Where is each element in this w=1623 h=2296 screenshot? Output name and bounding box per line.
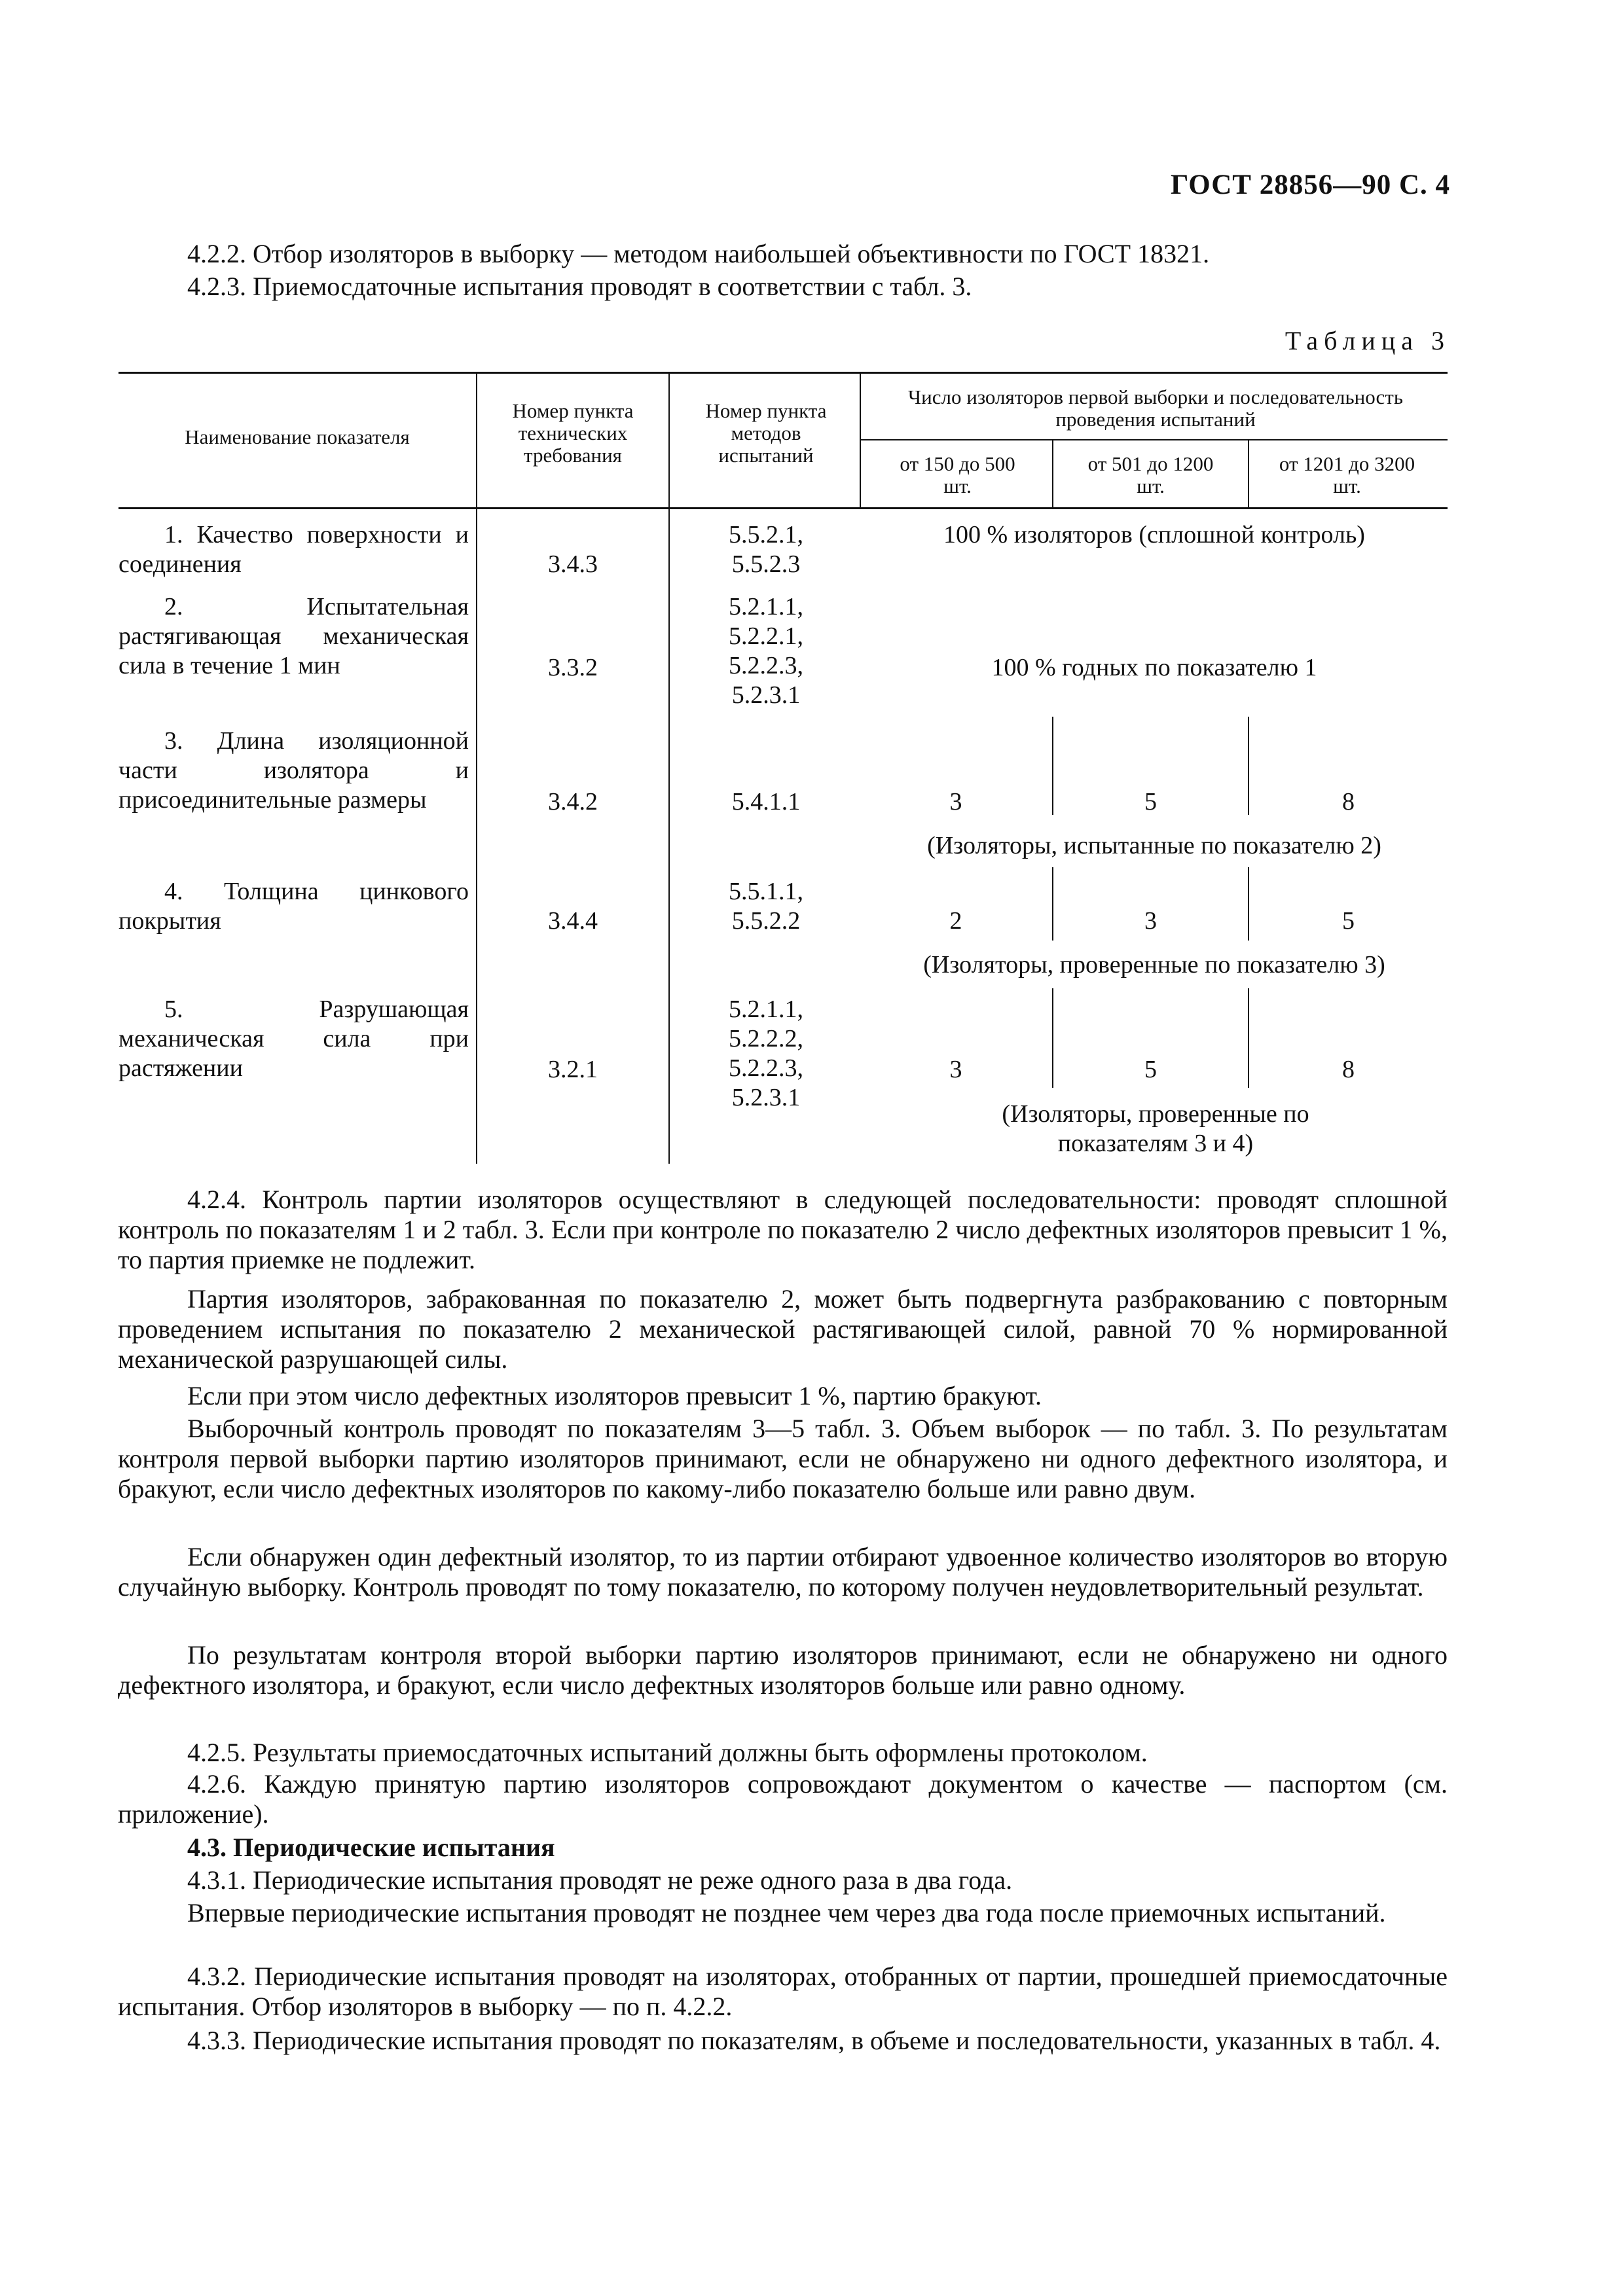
table-row-3-req: 3.4.2 — [548, 788, 598, 816]
paragraph: Партия изоляторов, забракованная по показателю 2, может быть подвергнута разбракованию с повторным проведением испытания по показателю 2 механической растягивающей силой, равной 70 % нормированной механической разрушающей силы. — [118, 1284, 1448, 1374]
table-col-divider — [860, 372, 861, 509]
table-row-3-v3: 8 — [1342, 788, 1355, 816]
paragraph: Если обнаружен один дефектный изолятор, то из партии отбирают удвоенное количество изоляторов во вторую случайную выборку. Контроль проводят по тому показателю, по которому получен неудовлетворительный результат. — [118, 1542, 1448, 1602]
table-row-4-note: (Изоляторы, проверенные по показателю 3) — [923, 951, 1385, 978]
clause-4-2-3: 4.2.3. Приемосдаточные испытания проводят в соответствии с табл. 3. — [187, 272, 972, 301]
clause-4-2-6: 4.2.6. Каждую принятую партию изоляторов сопровождают документом о качестве — паспортом (см. приложение). — [118, 1769, 1448, 1829]
table-group-divider — [860, 439, 1448, 440]
paragraph: По результатам контроля второй выборки партию изоляторов принимают, если не обнаружено ни одного дефектного изолятора, и бракуют, если число дефектных изоляторов больше или равно одному. — [118, 1640, 1448, 1700]
table-row-2-span: 100 % годных по показателю 1 — [991, 654, 1317, 681]
table-col-divider — [476, 372, 477, 1164]
clause-4-3-1: 4.3.1. Периодические испытания проводят не реже одного раза в два года. — [187, 1865, 1013, 1895]
paragraph: Если при этом число дефектных изоляторов превысит 1 %, партию бракуют. — [187, 1381, 1042, 1410]
table-row-5-name: 5. Разрушающая механическая сила при растяжении — [119, 996, 469, 1082]
table-row-5-note: (Изоляторы, проверенные по показателям 3 и 4) — [1002, 1100, 1309, 1157]
clause-4-3-2: 4.3.2. Периодические испытания проводят на изоляторах, отобранных от партии, прошедшей приемосдаточные испытания. Отбор изоляторов в выборку — по п. 4.2.2. — [118, 1962, 1448, 2021]
th-group: Число изоляторов первой выборки и последовательность проведения испытаний — [908, 386, 1403, 431]
clause-4-2-5: 4.2.5. Результаты приемосдаточных испытаний должны быть оформлены протоколом. — [187, 1738, 1148, 1767]
th-col3: от 1201 до 3200 шт. — [1279, 452, 1415, 497]
table-row-2-name: 2. Испытательная растягивающая механическая сила в течение 1 мин — [119, 593, 469, 679]
table-row-1-name: 1. Качество поверхности и соединения — [119, 521, 469, 578]
table-col-divider — [1052, 439, 1053, 509]
table-row-4-v3: 5 — [1342, 907, 1355, 935]
table-row-4-req: 3.4.4 — [548, 907, 598, 935]
page-header: ГОСТ 28856—90 С. 4 — [1170, 170, 1450, 200]
table-row-3-method: 5.4.1.1 — [731, 788, 801, 816]
table-row-1-req: 3.4.3 — [548, 550, 598, 578]
section-heading-4-3: 4.3. Периодические испытания — [187, 1833, 555, 1862]
table-col-divider — [668, 372, 670, 1164]
table-caption: Таблица 3 — [1285, 326, 1450, 355]
table-row-5-v1: 3 — [949, 1056, 962, 1083]
clause-4-3-3: 4.3.3. Периодические испытания проводят по показателям, в объеме и последовательности, указанных в табл. 4. — [187, 2026, 1441, 2055]
table-col-divider — [1248, 439, 1249, 509]
table-row-4-v2: 3 — [1144, 907, 1157, 935]
table-row-5-v3: 8 — [1342, 1056, 1355, 1083]
table-row-1-method: 5.5.2.1, 5.5.2.3 — [729, 521, 803, 578]
table-row-3-v1: 3 — [949, 788, 962, 816]
paragraph: Впервые периодические испытания проводят не позднее чем через два года после приемочных испытаний. — [187, 1898, 1386, 1928]
table-top-border — [119, 372, 1448, 374]
th-methods: Номер пункта методов испытаний — [705, 399, 827, 467]
table-row-5-method: 5.2.1.1, 5.2.2.2, 5.2.2.3, 5.2.3.1 — [729, 996, 803, 1111]
table-row-2-method: 5.2.1.1, 5.2.2.1, 5.2.2.3, 5.2.3.1 — [729, 593, 803, 709]
paragraph: Выборочный контроль проводят по показателям 3—5 табл. 3. Объем выборок — по табл. 3. По результатам контроля первой выборки партию изоляторов принимают, если не обнаружено ни одного дефектного изолятора, и бракуют, если число дефектных изоляторов по какому-либо показателю больше или равно двум. — [118, 1414, 1448, 1503]
table-row-4-method: 5.5.1.1, 5.5.2.2 — [729, 878, 803, 935]
clause-4-2-2: 4.2.2. Отбор изоляторов в выборку — методом наибольшей объективности по ГОСТ 18321. — [187, 239, 1210, 268]
table-row-3-name: 3. Длина изоляционной части изолятора и присоединительные размеры — [119, 727, 469, 814]
table-row-4-name: 4. Толщина цинкового покрытия — [119, 878, 469, 935]
table-row-5-req: 3.2.1 — [548, 1056, 598, 1083]
table-row-2-req: 3.3.2 — [548, 654, 598, 681]
clause-4-2-4: 4.2.4. Контроль партии изоляторов осуществляют в следующей последовательности: проводят сплошной контроль по показателям 1 и 2 табл. 3. Если при контроле по показателю 2 число дефектных изоляторов превысит 1 %, то партия приемке не подлежит. — [118, 1185, 1448, 1274]
table-row-3-v2: 5 — [1144, 788, 1157, 816]
th-name: Наименование показателя — [185, 425, 410, 448]
th-col1: от 150 до 500 шт. — [900, 452, 1015, 497]
table-row-5-v2: 5 — [1144, 1056, 1157, 1083]
table-row-4-v1: 2 — [949, 907, 962, 935]
th-col2: от 501 до 1200 шт. — [1087, 452, 1214, 497]
table-row-3-note: (Изоляторы, испытанные по показателю 2) — [927, 832, 1381, 859]
th-requirements: Номер пункта технических требования — [512, 399, 634, 467]
table-row-1-span: 100 % изоляторов (сплошной контроль) — [943, 521, 1365, 548]
